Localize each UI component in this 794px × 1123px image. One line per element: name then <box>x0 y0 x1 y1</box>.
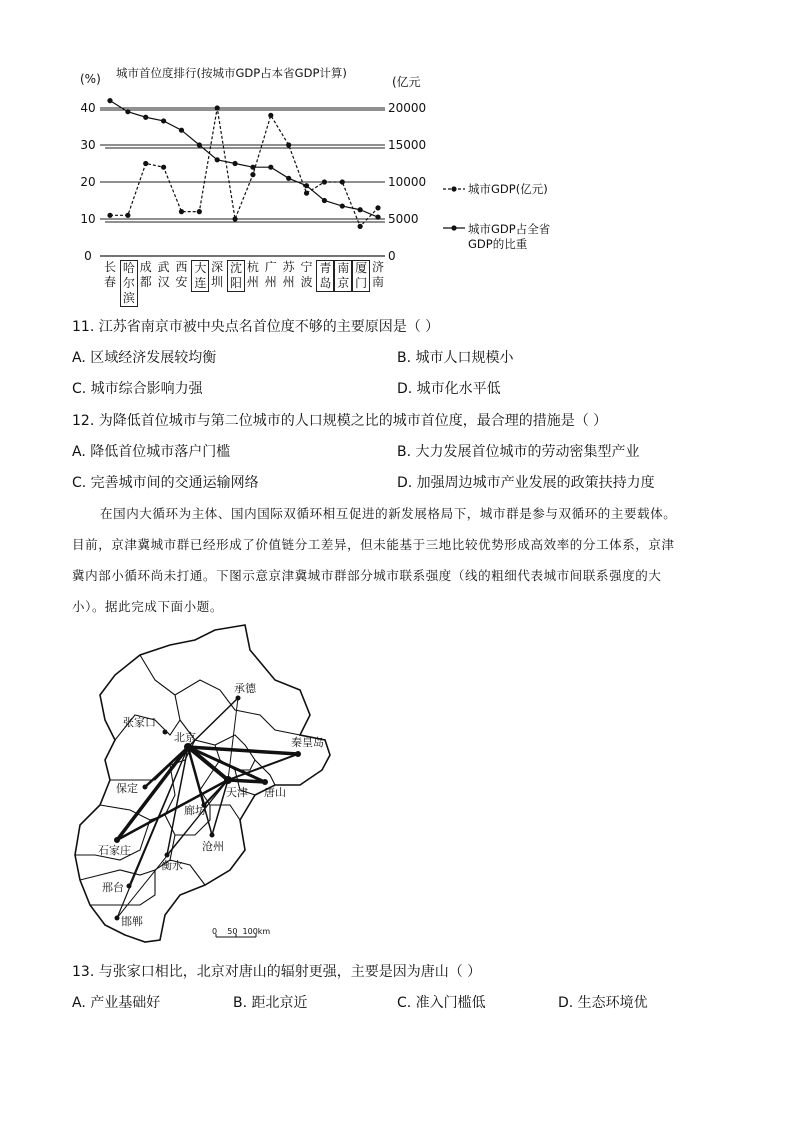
share-point-成都 <box>143 115 148 120</box>
category-济南: 济 南 <box>371 260 384 289</box>
legend-share-line1: 城市GDP占全省 <box>468 222 551 236</box>
city-label-beijing: 北京 <box>174 731 196 744</box>
share-point-南京 <box>340 203 345 208</box>
left-tick-40: 40 <box>80 101 96 115</box>
jjj-map <box>60 620 360 960</box>
q13-option-b[interactable]: B. 距北京近 <box>233 995 308 1011</box>
passage-line-3: 冀内部小循环尚未打通。下图示意京津冀城市群部分城市联系强度（线的粗细代表城市间联系强度的大 <box>72 568 662 583</box>
city-dot-tianjin <box>224 776 232 784</box>
gdp-point-济南 <box>375 205 380 210</box>
category-沈阳: 沈 阳 <box>227 260 245 292</box>
category-西安: 西 安 <box>175 260 188 289</box>
share-point-青岛 <box>322 198 327 203</box>
gdp-point-青岛 <box>322 179 327 184</box>
category-大连: 大 连 <box>191 260 209 292</box>
share-point-深圳 <box>215 157 220 162</box>
city-label-hengshui: 衡水 <box>161 859 183 872</box>
q12-option-c[interactable]: C. 完善城市间的交通运输网络 <box>72 475 259 491</box>
series-gdp-line <box>110 108 378 226</box>
category-厦门: 厦 门 <box>352 260 370 292</box>
gdp-point-南京 <box>340 179 345 184</box>
q11-option-c[interactable]: C. 城市综合影响力强 <box>72 381 203 397</box>
question-12-stem: 12. 为降低首位城市与第二位城市的人口规模之比的城市首位度，最合理的措施是（ ） <box>72 413 608 429</box>
left-axis-unit: (%) <box>80 72 101 86</box>
gdp-point-成都 <box>143 161 148 166</box>
scale-bar <box>212 927 270 937</box>
region-outline <box>75 625 330 942</box>
legend-share-label <box>468 222 554 251</box>
city-label-cangzhou: 沧州 <box>202 840 224 853</box>
left-tick-0: 0 <box>84 249 92 263</box>
share-point-厦门 <box>358 207 363 212</box>
q11-option-b[interactable]: B. 城市人口规模小 <box>397 350 514 366</box>
q12-option-b[interactable]: B. 大力发展首位城市的劳动密集型产业 <box>397 444 640 460</box>
category-哈尔滨: 哈 尔 滨 <box>120 260 138 307</box>
link-tianjin-tangshan <box>228 780 265 782</box>
chart-legend <box>443 182 554 251</box>
share-point-宁波 <box>304 183 309 188</box>
category-苏州: 苏 州 <box>282 260 295 289</box>
question-13-stem: 13. 与张家口相比，北京对唐山的辐射更强，主要是因为唐山（ ） <box>72 964 482 980</box>
city-label-langfang: 廊坊 <box>184 804 206 817</box>
share-point-苏州 <box>286 176 291 181</box>
legend-solid-marker <box>451 225 456 230</box>
left-tick-20: 20 <box>80 175 96 189</box>
city-label-xingtai: 邢台 <box>102 881 124 894</box>
city-dot-shijiazhuang <box>114 837 120 843</box>
city-dot-tangshan <box>262 779 268 785</box>
chart-title: 城市首位度排行(按城市GDP占本省GDP计算) <box>116 66 347 80</box>
q13-option-d[interactable]: D. 生态环境优 <box>558 995 648 1011</box>
q12-option-d[interactable]: D. 加强周边城市产业发展的政策扶持力度 <box>397 475 655 491</box>
right-axis-unit: (亿元 <box>392 75 421 89</box>
city-label-qinhuangdao: 秦皇岛 <box>291 736 324 749</box>
share-point-大连 <box>197 142 202 147</box>
gdp-chart <box>0 0 794 300</box>
right-tick-15000: 15000 <box>388 138 427 152</box>
city-dot-chengde <box>236 696 241 701</box>
category-深圳: 深 圳 <box>211 260 224 289</box>
share-point-杭州 <box>250 165 255 170</box>
city-dot-handan <box>115 916 120 921</box>
category-广州: 广 州 <box>264 260 277 289</box>
share-point-武汉 <box>161 118 166 123</box>
gdp-point-西安 <box>179 209 184 214</box>
q11-option-d[interactable]: D. 城市化水平低 <box>397 381 501 397</box>
gdp-point-厦门 <box>358 224 363 229</box>
city-dot-zhangjiakou <box>163 730 168 735</box>
share-point-广州 <box>268 165 273 170</box>
gdp-point-哈尔滨 <box>125 213 130 218</box>
gdp-point-长春 <box>107 213 112 218</box>
category-武汉: 武 汉 <box>157 260 170 289</box>
share-point-长春 <box>107 98 112 103</box>
passage-line-2: 目前，京津冀城市群已经形成了价值链分工差异，但未能基于三地比较优势形成高效率的分工体系，京津 <box>72 537 675 552</box>
q11-option-a[interactable]: A. 区域经济发展较均衡 <box>72 350 217 366</box>
category-杭州: 杭 州 <box>246 260 259 289</box>
q13-option-c[interactable]: C. 准入门槛低 <box>397 995 486 1011</box>
category-青岛: 青 岛 <box>316 260 334 292</box>
share-point-沈阳 <box>232 161 237 166</box>
q13-option-a[interactable]: A. 产业基础好 <box>72 995 161 1011</box>
legend-gdp-label: 城市GDP(亿元) <box>468 182 548 196</box>
passage-line-1: 在国内大循环为主体、国内国际双循环相互促进的新发展格局下，城市群是参与双循环的主要载体。 <box>100 506 677 521</box>
left-tick-10: 10 <box>80 212 96 226</box>
scale-label: 0 50 100km <box>212 927 271 936</box>
left-tick-30: 30 <box>80 138 96 152</box>
gdp-point-大连 <box>197 209 202 214</box>
city-label-baoding: 保定 <box>116 782 138 795</box>
gdp-point-沈阳 <box>232 216 237 221</box>
gdp-point-苏州 <box>286 142 291 147</box>
city-dot-hengshui <box>165 853 170 858</box>
share-point-济南 <box>375 215 380 220</box>
share-point-哈尔滨 <box>125 109 130 114</box>
city-label-tangshan: 唐山 <box>264 786 286 799</box>
series-share-line <box>110 101 378 218</box>
city-label-tianjin: 天津 <box>226 786 248 799</box>
city-dot-cangzhou <box>210 833 215 838</box>
category-宁波: 宁 波 <box>300 260 313 289</box>
city-label-zhangjiakou: 张家口 <box>123 716 156 729</box>
city-dot-qinhuangdao <box>295 751 301 757</box>
legend-dashed-marker <box>451 186 456 191</box>
right-tick-5000: 5000 <box>388 212 419 226</box>
q12-option-a[interactable]: A. 降低首位城市落户门槛 <box>72 444 231 460</box>
city-dot-xingtai <box>127 884 132 889</box>
share-point-西安 <box>179 128 184 133</box>
city-dot-baoding <box>143 785 148 790</box>
gdp-point-宁波 <box>304 191 309 196</box>
right-tick-20000: 20000 <box>388 101 427 115</box>
category-长春: 长 春 <box>103 260 116 289</box>
legend-share-line2: GDP的比重 <box>468 237 528 251</box>
city-dot-beijing <box>184 743 192 751</box>
city-label-shijiazhuang: 石家庄 <box>98 844 131 857</box>
category-南京: 南 京 <box>334 260 352 292</box>
city-label-handan: 邯郸 <box>121 915 143 928</box>
city-label-chengde: 承德 <box>234 682 256 695</box>
gdp-point-武汉 <box>161 165 166 170</box>
right-tick-10000: 10000 <box>388 175 427 189</box>
category-成都: 成 都 <box>139 260 152 289</box>
question-11-stem: 11. 江苏省南京市被中央点名首位度不够的主要原因是（ ） <box>72 319 440 335</box>
gdp-point-深圳 <box>215 105 220 110</box>
passage-line-4: 小）。据此完成下面小题。 <box>72 599 223 614</box>
gdp-point-广州 <box>268 113 273 118</box>
gdp-point-杭州 <box>250 172 255 177</box>
right-tick-0: 0 <box>388 249 396 263</box>
